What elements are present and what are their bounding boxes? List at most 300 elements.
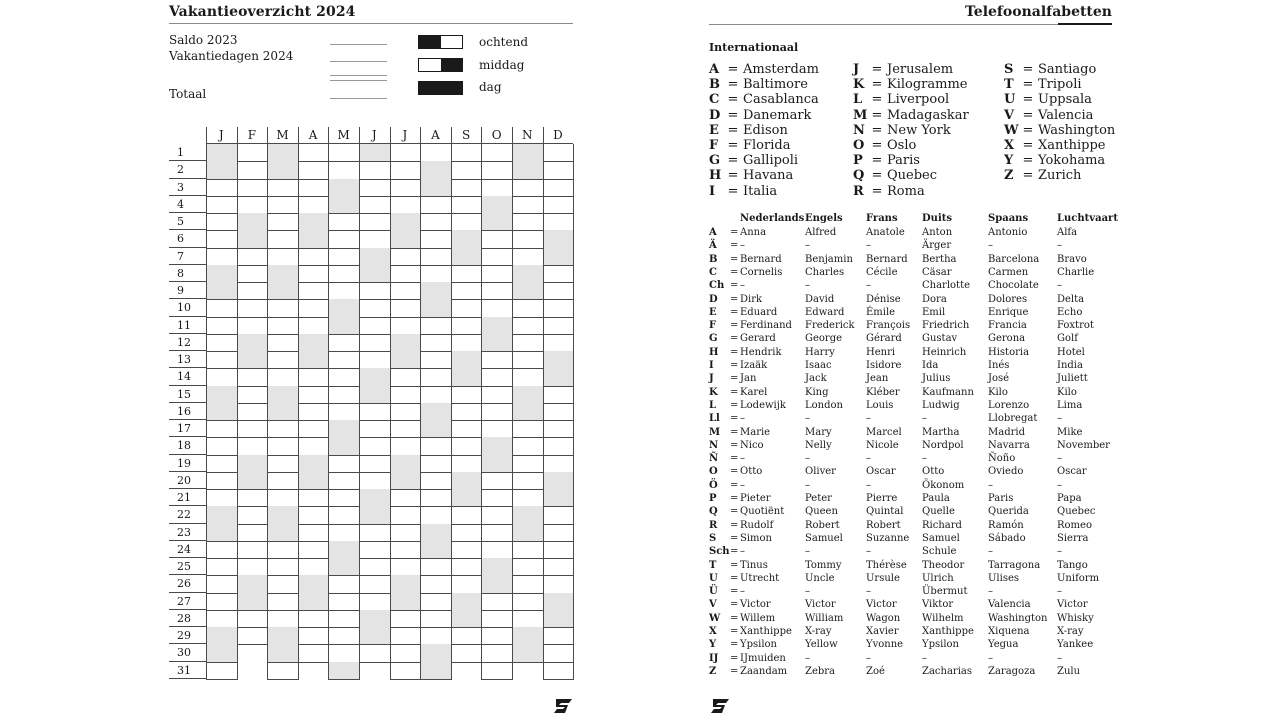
calendar-day-cell[interactable] [481, 420, 513, 438]
calendar-day-cell[interactable] [328, 524, 360, 542]
calendar-day-cell[interactable] [481, 299, 513, 317]
calendar-day-cell[interactable] [420, 248, 452, 266]
calendar-day-cell[interactable] [481, 317, 513, 335]
calendar-day-cell[interactable] [237, 386, 269, 404]
calendar-day-cell[interactable] [390, 558, 422, 576]
calendar-day-cell[interactable] [267, 644, 299, 662]
calendar-day-cell[interactable] [512, 144, 544, 162]
calendar-day-cell[interactable] [481, 524, 513, 542]
calendar-day-cell[interactable] [451, 593, 483, 611]
calendar-day-cell[interactable] [359, 558, 391, 576]
calendar-day-cell[interactable] [451, 524, 483, 542]
calendar-day-cell[interactable] [543, 282, 575, 300]
calendar-day-cell[interactable] [267, 524, 299, 542]
calendar-day-cell[interactable] [390, 282, 422, 300]
calendar-day-cell[interactable] [328, 610, 360, 628]
calendar-day-cell[interactable] [237, 144, 269, 162]
calendar-day-cell[interactable] [512, 472, 544, 490]
calendar-day-cell[interactable] [512, 230, 544, 248]
calendar-day-cell[interactable] [328, 230, 360, 248]
calendar-day-cell[interactable] [328, 662, 360, 680]
calendar-day-cell[interactable] [451, 575, 483, 593]
calendar-day-cell[interactable] [512, 317, 544, 335]
calendar-day-cell[interactable] [206, 403, 238, 421]
calendar-day-cell[interactable] [359, 317, 391, 335]
calendar-day-cell[interactable] [481, 627, 513, 645]
calendar-day-cell[interactable] [481, 506, 513, 524]
calendar-day-cell[interactable] [543, 403, 575, 421]
calendar-day-cell[interactable] [298, 230, 330, 248]
calendar-day-cell[interactable] [481, 144, 513, 162]
calendar-day-cell[interactable] [543, 575, 575, 593]
calendar-day-cell[interactable] [420, 420, 452, 438]
calendar-day-cell[interactable] [420, 351, 452, 369]
calendar-day-cell[interactable] [267, 213, 299, 231]
calendar-day-cell[interactable] [237, 420, 269, 438]
calendar-day-cell[interactable] [481, 644, 513, 662]
calendar-day-cell[interactable] [390, 265, 422, 283]
calendar-day-cell[interactable] [237, 610, 269, 628]
calendar-day-cell[interactable] [512, 524, 544, 542]
calendar-day-cell[interactable] [206, 144, 238, 162]
calendar-day-cell[interactable] [390, 299, 422, 317]
calendar-day-cell[interactable] [543, 558, 575, 576]
calendar-day-cell[interactable] [543, 334, 575, 352]
calendar-day-cell[interactable] [390, 248, 422, 266]
calendar-day-cell[interactable] [359, 489, 391, 507]
calendar-day-cell[interactable] [328, 196, 360, 214]
calendar-day-cell[interactable] [420, 196, 452, 214]
calendar-day-cell[interactable] [543, 213, 575, 231]
calendar-day-cell[interactable] [512, 248, 544, 266]
calendar-day-cell[interactable] [328, 144, 360, 162]
calendar-day-cell[interactable] [206, 575, 238, 593]
calendar-day-cell[interactable] [420, 265, 452, 283]
calendar-day-cell[interactable] [237, 317, 269, 335]
calendar-day-cell[interactable] [206, 472, 238, 490]
calendar-day-cell[interactable] [298, 265, 330, 283]
calendar-day-cell[interactable] [328, 541, 360, 559]
calendar-day-cell[interactable] [267, 265, 299, 283]
calendar-day-cell[interactable] [298, 248, 330, 266]
calendar-day-cell[interactable] [267, 662, 299, 680]
calendar-day-cell[interactable] [481, 455, 513, 473]
calendar-day-cell[interactable] [267, 386, 299, 404]
calendar-day-cell[interactable] [420, 541, 452, 559]
calendar-day-cell[interactable] [451, 351, 483, 369]
calendar-day-cell[interactable] [390, 627, 422, 645]
calendar-day-cell[interactable] [359, 265, 391, 283]
calendar-day-cell[interactable] [267, 489, 299, 507]
calendar-day-cell[interactable] [359, 248, 391, 266]
calendar-day-cell[interactable] [543, 351, 575, 369]
calendar-day-cell[interactable] [481, 662, 513, 680]
calendar-day-cell[interactable] [512, 161, 544, 179]
calendar-day-cell[interactable] [512, 437, 544, 455]
calendar-day-cell[interactable] [359, 610, 391, 628]
calendar-day-cell[interactable] [206, 662, 238, 680]
calendar-day-cell[interactable] [543, 455, 575, 473]
calendar-day-cell[interactable] [451, 610, 483, 628]
calendar-day-cell[interactable] [298, 317, 330, 335]
calendar-day-cell[interactable] [206, 299, 238, 317]
calendar-day-cell[interactable] [481, 248, 513, 266]
calendar-day-cell[interactable] [237, 334, 269, 352]
calendar-day-cell[interactable] [543, 610, 575, 628]
calendar-day-cell[interactable] [328, 265, 360, 283]
calendar-day-cell[interactable] [390, 351, 422, 369]
calendar-day-cell[interactable] [267, 403, 299, 421]
calendar-day-cell[interactable] [420, 403, 452, 421]
calendar-day-cell[interactable] [451, 213, 483, 231]
calendar-day-cell[interactable] [237, 265, 269, 283]
calendar-day-cell[interactable] [420, 144, 452, 162]
calendar-day-cell[interactable] [359, 541, 391, 559]
calendar-day-cell[interactable] [237, 506, 269, 524]
calendar-day-cell[interactable] [420, 662, 452, 680]
calendar-day-cell[interactable] [328, 317, 360, 335]
calendar-day-cell[interactable] [543, 179, 575, 197]
calendar-day-cell[interactable] [206, 420, 238, 438]
calendar-day-cell[interactable] [267, 144, 299, 162]
calendar-day-cell[interactable] [267, 575, 299, 593]
calendar-day-cell[interactable] [206, 368, 238, 386]
calendar-day-cell[interactable] [451, 317, 483, 335]
calendar-day-cell[interactable] [237, 179, 269, 197]
calendar-day-cell[interactable] [206, 213, 238, 231]
calendar-day-cell[interactable] [420, 558, 452, 576]
calendar-day-cell[interactable] [298, 455, 330, 473]
calendar-day-cell[interactable] [543, 420, 575, 438]
calendar-day-cell[interactable] [390, 662, 422, 680]
calendar-day-cell[interactable] [390, 368, 422, 386]
calendar-day-cell[interactable] [390, 593, 422, 611]
calendar-day-cell[interactable] [298, 334, 330, 352]
calendar-day-cell[interactable] [328, 593, 360, 611]
calendar-day-cell[interactable] [237, 282, 269, 300]
calendar-day-cell[interactable] [451, 489, 483, 507]
calendar-day-cell[interactable] [420, 627, 452, 645]
calendar-day-cell[interactable] [390, 179, 422, 197]
calendar-day-cell[interactable] [298, 472, 330, 490]
calendar-day-cell[interactable] [390, 541, 422, 559]
calendar-day-cell[interactable] [420, 317, 452, 335]
calendar-day-cell[interactable] [481, 368, 513, 386]
calendar-day-cell[interactable] [206, 317, 238, 335]
calendar-day-cell[interactable] [390, 386, 422, 404]
calendar-day-cell[interactable] [267, 368, 299, 386]
calendar-day-cell[interactable] [359, 299, 391, 317]
calendar-day-cell[interactable] [298, 627, 330, 645]
calendar-day-cell[interactable] [390, 610, 422, 628]
calendar-day-cell[interactable] [481, 541, 513, 559]
calendar-day-cell[interactable] [206, 248, 238, 266]
calendar-day-cell[interactable] [237, 455, 269, 473]
calendar-day-cell[interactable] [206, 437, 238, 455]
calendar-day-cell[interactable] [481, 161, 513, 179]
calendar-day-cell[interactable] [206, 524, 238, 542]
calendar-day-cell[interactable] [298, 575, 330, 593]
calendar-day-cell[interactable] [420, 524, 452, 542]
calendar-day-cell[interactable] [206, 265, 238, 283]
calendar-day-cell[interactable] [206, 161, 238, 179]
calendar-day-cell[interactable] [237, 403, 269, 421]
calendar-day-cell[interactable] [512, 644, 544, 662]
calendar-day-cell[interactable] [206, 282, 238, 300]
calendar-day-cell[interactable] [359, 627, 391, 645]
calendar-day-cell[interactable] [390, 524, 422, 542]
calendar-day-cell[interactable] [267, 317, 299, 335]
calendar-day-cell[interactable] [298, 541, 330, 559]
calendar-day-cell[interactable] [390, 506, 422, 524]
calendar-day-cell[interactable] [451, 472, 483, 490]
calendar-day-cell[interactable] [298, 351, 330, 369]
calendar-day-cell[interactable] [543, 506, 575, 524]
calendar-day-cell[interactable] [359, 472, 391, 490]
calendar-day-cell[interactable] [543, 144, 575, 162]
calendar-day-cell[interactable] [298, 144, 330, 162]
calendar-day-cell[interactable] [328, 403, 360, 421]
calendar-day-cell[interactable] [359, 144, 391, 162]
calendar-day-cell[interactable] [543, 386, 575, 404]
calendar-day-cell[interactable] [481, 213, 513, 231]
calendar-day-cell[interactable] [451, 368, 483, 386]
calendar-day-cell[interactable] [328, 489, 360, 507]
calendar-day-cell[interactable] [390, 213, 422, 231]
calendar-day-cell[interactable] [298, 213, 330, 231]
calendar-day-cell[interactable] [328, 213, 360, 231]
calendar-day-cell[interactable] [481, 437, 513, 455]
calendar-day-cell[interactable] [481, 593, 513, 611]
calendar-day-cell[interactable] [328, 455, 360, 473]
calendar-day-cell[interactable] [512, 179, 544, 197]
calendar-day-cell[interactable] [267, 558, 299, 576]
calendar-day-cell[interactable] [512, 265, 544, 283]
calendar-day-cell[interactable] [237, 489, 269, 507]
calendar-day-cell[interactable] [390, 196, 422, 214]
calendar-day-cell[interactable] [481, 265, 513, 283]
calendar-day-cell[interactable] [481, 230, 513, 248]
calendar-day-cell[interactable] [543, 662, 575, 680]
calendar-day-cell[interactable] [451, 455, 483, 473]
calendar-day-cell[interactable] [420, 299, 452, 317]
calendar-day-cell[interactable] [481, 403, 513, 421]
calendar-day-cell[interactable] [359, 437, 391, 455]
calendar-day-cell[interactable] [543, 541, 575, 559]
calendar-day-cell[interactable] [206, 627, 238, 645]
calendar-day-cell[interactable] [328, 627, 360, 645]
calendar-day-cell[interactable] [543, 593, 575, 611]
calendar-day-cell[interactable] [298, 558, 330, 576]
calendar-day-cell[interactable] [543, 299, 575, 317]
calendar-day-cell[interactable] [543, 230, 575, 248]
calendar-day-cell[interactable] [451, 299, 483, 317]
calendar-day-cell[interactable] [328, 472, 360, 490]
calendar-day-cell[interactable] [237, 213, 269, 231]
calendar-day-cell[interactable] [267, 455, 299, 473]
calendar-day-cell[interactable] [298, 506, 330, 524]
calendar-day-cell[interactable] [359, 593, 391, 611]
calendar-day-cell[interactable] [359, 403, 391, 421]
calendar-day-cell[interactable] [298, 610, 330, 628]
calendar-day-cell[interactable] [359, 506, 391, 524]
calendar-day-cell[interactable] [451, 644, 483, 662]
calendar-day-cell[interactable] [237, 161, 269, 179]
calendar-day-cell[interactable] [206, 334, 238, 352]
calendar-day-cell[interactable] [359, 524, 391, 542]
calendar-day-cell[interactable] [298, 489, 330, 507]
calendar-day-cell[interactable] [481, 558, 513, 576]
calendar-day-cell[interactable] [512, 196, 544, 214]
calendar-day-cell[interactable] [359, 230, 391, 248]
calendar-day-cell[interactable] [206, 506, 238, 524]
calendar-day-cell[interactable] [237, 299, 269, 317]
summary-fill-line[interactable] [330, 80, 387, 81]
calendar-day-cell[interactable] [451, 179, 483, 197]
calendar-day-cell[interactable] [451, 196, 483, 214]
calendar-day-cell[interactable] [451, 144, 483, 162]
calendar-day-cell[interactable] [359, 282, 391, 300]
calendar-day-cell[interactable] [390, 334, 422, 352]
calendar-day-cell[interactable] [481, 282, 513, 300]
calendar-day-cell[interactable] [543, 644, 575, 662]
calendar-day-cell[interactable] [359, 455, 391, 473]
calendar-day-cell[interactable] [267, 334, 299, 352]
calendar-day-cell[interactable] [267, 196, 299, 214]
calendar-day-cell[interactable] [543, 524, 575, 542]
calendar-day-cell[interactable] [390, 420, 422, 438]
calendar-day-cell[interactable] [390, 144, 422, 162]
calendar-day-cell[interactable] [481, 489, 513, 507]
calendar-day-cell[interactable] [512, 593, 544, 611]
summary-fill-line[interactable] [330, 61, 387, 62]
calendar-day-cell[interactable] [512, 575, 544, 593]
calendar-day-cell[interactable] [543, 161, 575, 179]
summary-fill-line[interactable] [330, 98, 387, 99]
calendar-day-cell[interactable] [267, 299, 299, 317]
calendar-day-cell[interactable] [512, 627, 544, 645]
calendar-day-cell[interactable] [420, 472, 452, 490]
calendar-day-cell[interactable] [328, 282, 360, 300]
calendar-day-cell[interactable] [512, 541, 544, 559]
calendar-day-cell[interactable] [267, 230, 299, 248]
calendar-day-cell[interactable] [237, 437, 269, 455]
calendar-day-cell[interactable] [451, 265, 483, 283]
calendar-day-cell[interactable] [206, 196, 238, 214]
calendar-day-cell[interactable] [237, 524, 269, 542]
calendar-day-cell[interactable] [237, 196, 269, 214]
calendar-day-cell[interactable] [267, 161, 299, 179]
calendar-day-cell[interactable] [359, 420, 391, 438]
calendar-day-cell[interactable] [481, 472, 513, 490]
calendar-day-cell[interactable] [451, 437, 483, 455]
calendar-day-cell[interactable] [420, 161, 452, 179]
calendar-day-cell[interactable] [451, 627, 483, 645]
calendar-day-cell[interactable] [512, 403, 544, 421]
calendar-day-cell[interactable] [206, 610, 238, 628]
calendar-day-cell[interactable] [206, 558, 238, 576]
calendar-day-cell[interactable] [451, 386, 483, 404]
summary-fill-line[interactable] [330, 44, 387, 45]
calendar-day-cell[interactable] [512, 351, 544, 369]
calendar-day-cell[interactable] [267, 179, 299, 197]
calendar-day-cell[interactable] [543, 196, 575, 214]
calendar-day-cell[interactable] [328, 351, 360, 369]
calendar-day-cell[interactable] [298, 299, 330, 317]
calendar-day-cell[interactable] [451, 420, 483, 438]
calendar-day-cell[interactable] [206, 541, 238, 559]
calendar-day-cell[interactable] [512, 213, 544, 231]
calendar-day-cell[interactable] [420, 506, 452, 524]
calendar-day-cell[interactable] [359, 575, 391, 593]
calendar-day-cell[interactable] [267, 627, 299, 645]
calendar-day-cell[interactable] [328, 334, 360, 352]
calendar-day-cell[interactable] [359, 368, 391, 386]
calendar-day-cell[interactable] [206, 351, 238, 369]
calendar-day-cell[interactable] [451, 541, 483, 559]
calendar-day-cell[interactable] [481, 196, 513, 214]
calendar-day-cell[interactable] [328, 558, 360, 576]
summary-fill-line[interactable] [330, 75, 387, 76]
calendar-day-cell[interactable] [512, 282, 544, 300]
calendar-day-cell[interactable] [512, 299, 544, 317]
calendar-day-cell[interactable] [512, 558, 544, 576]
calendar-day-cell[interactable] [237, 351, 269, 369]
calendar-day-cell[interactable] [543, 472, 575, 490]
calendar-day-cell[interactable] [298, 179, 330, 197]
calendar-day-cell[interactable] [267, 248, 299, 266]
calendar-day-cell[interactable] [451, 282, 483, 300]
calendar-day-cell[interactable] [420, 610, 452, 628]
calendar-day-cell[interactable] [359, 196, 391, 214]
calendar-day-cell[interactable] [420, 593, 452, 611]
calendar-day-cell[interactable] [359, 386, 391, 404]
calendar-day-cell[interactable] [206, 455, 238, 473]
calendar-day-cell[interactable] [237, 230, 269, 248]
calendar-day-cell[interactable] [451, 558, 483, 576]
calendar-day-cell[interactable] [298, 437, 330, 455]
calendar-day-cell[interactable] [267, 610, 299, 628]
calendar-day-cell[interactable] [512, 610, 544, 628]
calendar-day-cell[interactable] [512, 506, 544, 524]
calendar-day-cell[interactable] [298, 282, 330, 300]
calendar-day-cell[interactable] [359, 179, 391, 197]
calendar-day-cell[interactable] [328, 299, 360, 317]
calendar-day-cell[interactable] [420, 368, 452, 386]
calendar-day-cell[interactable] [420, 644, 452, 662]
calendar-day-cell[interactable] [359, 213, 391, 231]
calendar-day-cell[interactable] [267, 506, 299, 524]
calendar-day-cell[interactable] [328, 386, 360, 404]
calendar-day-cell[interactable] [267, 541, 299, 559]
calendar-day-cell[interactable] [543, 248, 575, 266]
calendar-day-cell[interactable] [481, 610, 513, 628]
calendar-day-cell[interactable] [328, 575, 360, 593]
calendar-day-cell[interactable] [390, 455, 422, 473]
calendar-day-cell[interactable] [359, 351, 391, 369]
calendar-day-cell[interactable] [237, 368, 269, 386]
calendar-day-cell[interactable] [420, 489, 452, 507]
calendar-day-cell[interactable] [328, 161, 360, 179]
calendar-day-cell[interactable] [420, 179, 452, 197]
calendar-day-cell[interactable] [267, 593, 299, 611]
calendar-day-cell[interactable] [420, 575, 452, 593]
calendar-day-cell[interactable] [328, 248, 360, 266]
calendar-day-cell[interactable] [543, 437, 575, 455]
calendar-day-cell[interactable] [390, 403, 422, 421]
calendar-day-cell[interactable] [420, 437, 452, 455]
calendar-day-cell[interactable] [328, 437, 360, 455]
